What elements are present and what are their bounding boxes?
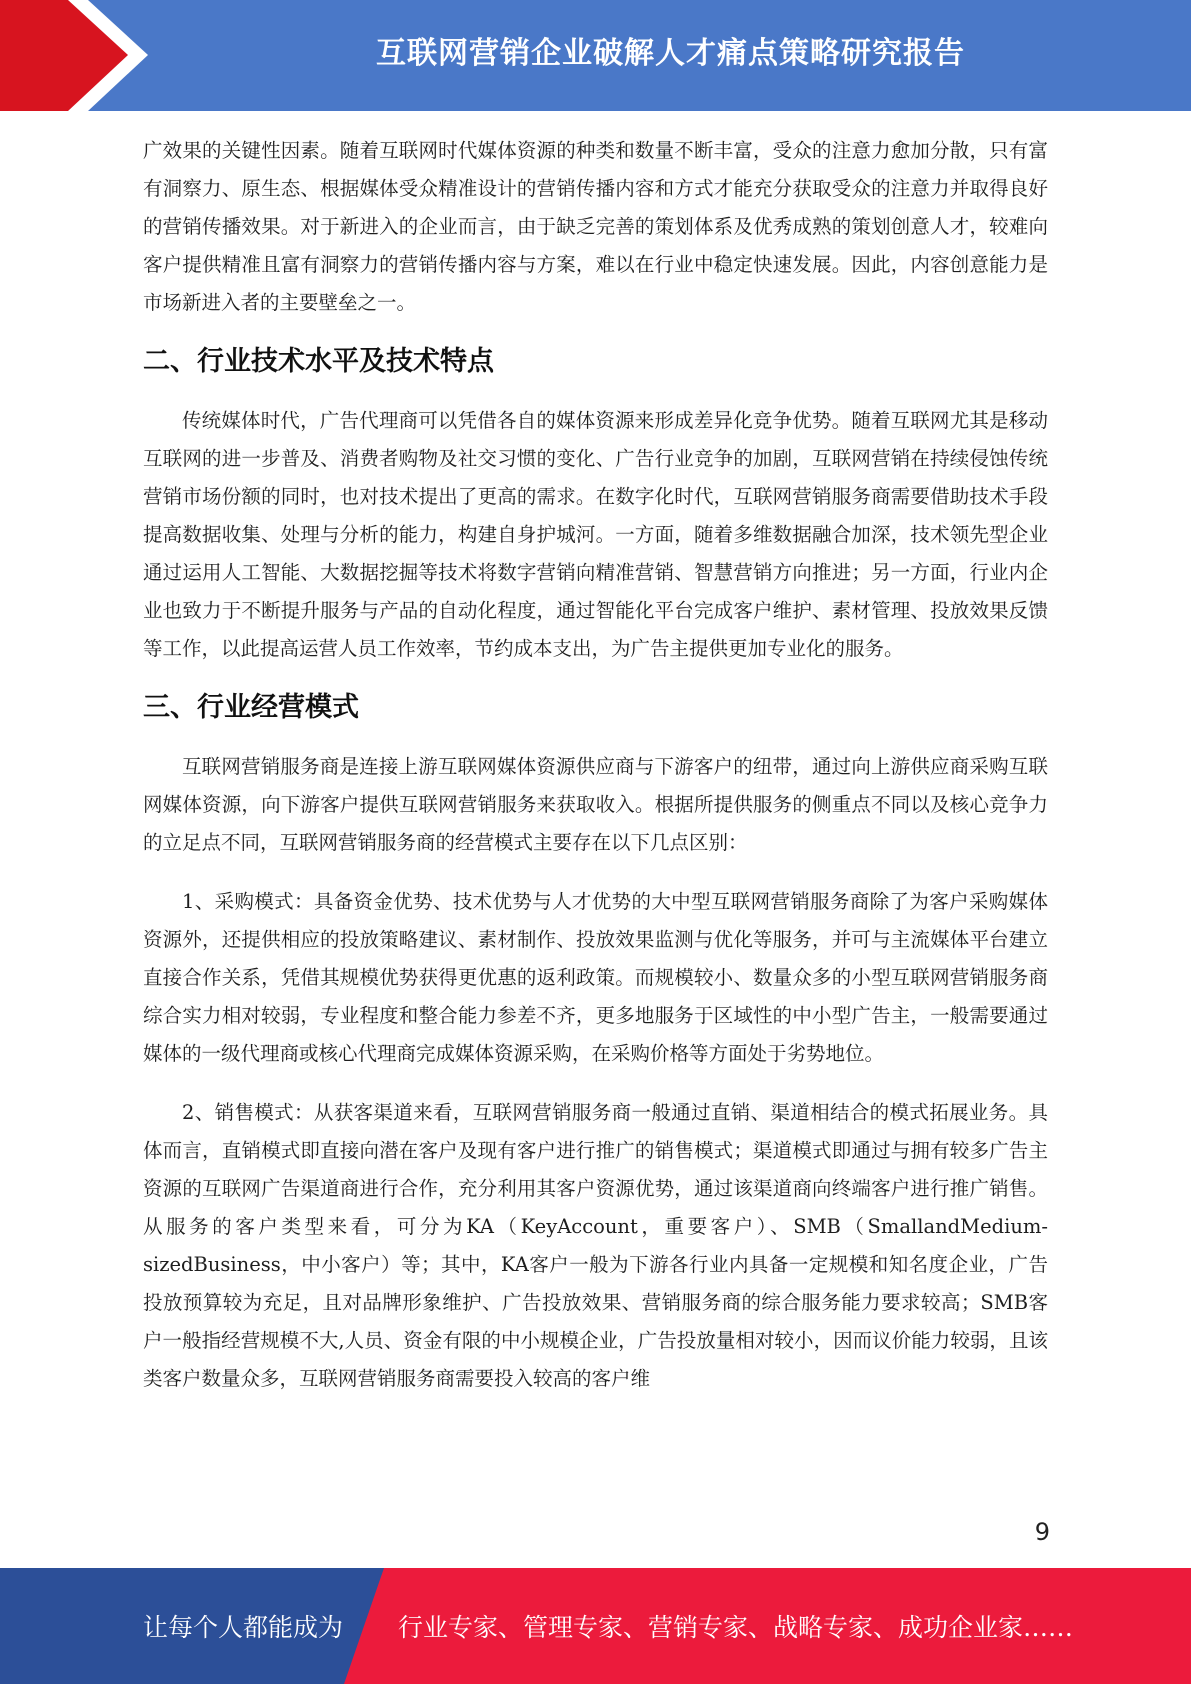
report-title: 互联网营销企业破解人才痛点策略研究报告: [376, 36, 965, 71]
page-number: 9: [1034, 1518, 1050, 1546]
business-model-paragraph: 互联网营销服务商是连接上游互联网媒体资源供应商与下游客户的纽带，通过向上游供应商采购互联网媒体资源，向下游客户提供互联网营销服务来获取收入。根据所提供服务的侧重点不同以及核心竞争力的立足点不同，互联网营销服务商的经营模式主要存在以下几点区别：: [143, 755, 1048, 854]
footer-slogan-left: 让每个人都能成为: [143, 1613, 344, 1642]
procurement-mode-paragraph: 1、采购模式：具备资金优势、技术优势与人才优势的大中型互联网营销服务商除了为客户采购媒体资源外，还提供相应的投放策略建议、素材制作、投放效果监测与优化等服务，并可与主流媒体平台建立直接合作关系，凭借其规模优势获得更优惠的返利政策。而规模较小、数量众多的小型互联网营销服务商综合实力相对较弱，专业程度和整合能力参差不齐，更多地服务于区域性的中小型广告主，一般需要通过媒体的一级代理商或核心代理商完成媒体资源采购，在采购价格等方面处于劣势地位。: [143, 890, 1048, 1065]
section-heading-business-model: 三、行业经营模式: [143, 692, 359, 723]
technology-paragraph: 传统媒体时代，广告代理商可以凭借各自的媒体资源来形成差异化竞争优势。随着互联网尤其是移动互联网的进一步普及、消费者购物及社交习惯的变化、广告行业竞争的加剧，互联网营销在持续侵蚀传统营销市场份额的同时，也对技术提出了更高的需求。在数字化时代，互联网营销服务商需要借助技术手段提高数据收集、处理与分析的能力，构建自身护城河。一方面，随着多维数据融合加深，技术领先型企业通过运用人工智能、大数据挖掘等技术将数字营销向精准营销、智慧营销方向推进；另一方面，行业内企业也致力于不断提升服务与产品的自动化程度，通过智能化平台完成客户维护、素材管理、投放效果反馈等工作，以此提高运营人员工作效率，节约成本支出，为广告主提供更加专业化的服务。: [143, 409, 1048, 660]
section-heading-technology: 二、行业技术水平及技术特点: [143, 346, 494, 377]
intro-paragraph: 广效果的关键性因素。随着互联网时代媒体资源的种类和数量不断丰富，受众的注意力愈加分散，只有富有洞察力、原生态、根据媒体受众精准设计的营销传播内容和方式才能充分获取受众的注意力并取得良好的营销传播效果。对于新进入的企业而言，由于缺乏完善的策划体系及优秀成熟的策划创意人才，较难向客户提供精准且富有洞察力的营销传播内容与方案，难以在行业中稳定快速发展。因此，内容创意能力是市场新进入者的主要壁垒之一。: [143, 139, 1048, 314]
page-footer: [0, 1568, 1191, 1684]
sales-mode-paragraph: 2、销售模式：从获客渠道来看，互联网营销服务商一般通过直销、渠道相结合的模式拓展业务。具体而言，直销模式即直接向潜在客户及现有客户进行推广的销售模式；渠道模式即通过与拥有较多广告主资源的互联网广告渠道商进行合作，充分利用其客户资源优势，通过该渠道商向终端客户进行推广销售。从服务的客户类型来看，可分为KA（KeyAccount，重要客户）、SMB（SmallandMedium-sizedBusiness，中小客户）等；其中，KA客户一般为下游各行业内具备一定规模和知名度企业，广告投放预算较为充足，且对品牌形象维护、广告投放效果、营销服务商的综合服务能力要求较高；SMB客户一般指经营规模不大,人员、资金有限的中小规模企业，广告投放量相对较小，因而议价能力较弱，且该类客户数量众多，互联网营销服务商需要投入较高的客户维: [143, 1101, 1048, 1390]
document-body: [143, 132, 1048, 1398]
header-chevron-icon: [0, 0, 160, 111]
footer-slogan-right: 行业专家、管理专家、营销专家、战略专家、成功企业家……: [398, 1613, 1074, 1642]
page-header: [0, 0, 1191, 111]
